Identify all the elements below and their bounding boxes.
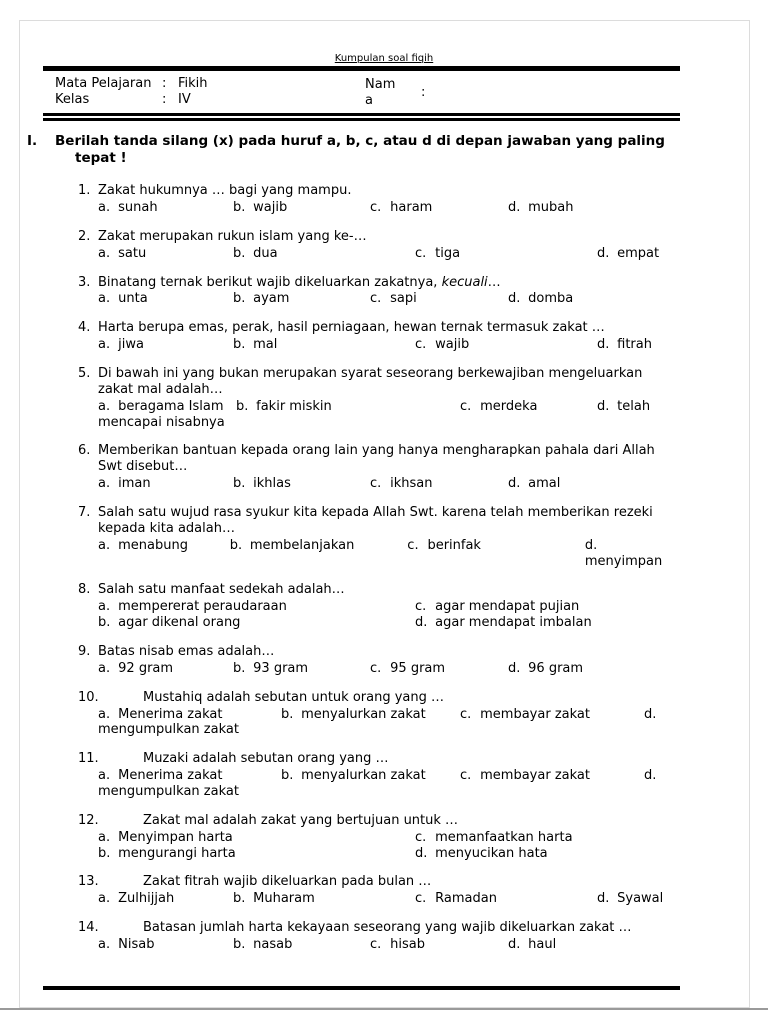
question-number: 6. [78, 443, 91, 459]
option-b: b. agar dikenal orang [98, 615, 241, 631]
question-number: 14. [78, 920, 99, 936]
question-2 [78, 229, 680, 262]
name-colon: : [421, 85, 426, 101]
option-letter: b. [233, 937, 246, 953]
option-d: d. menyimpan [584, 537, 663, 569]
option-letter: a. [98, 599, 111, 615]
option-letter: a. [98, 829, 111, 845]
header-rule-double [43, 113, 680, 121]
question-head [78, 183, 680, 199]
question-1 [78, 183, 680, 216]
question-options [98, 200, 680, 216]
option-c: c. membayar zakat [460, 768, 590, 784]
option-d: d. 96 gram [508, 660, 584, 676]
question-options [98, 661, 680, 677]
footer-rule [43, 986, 680, 990]
option-letter: c. [415, 891, 427, 907]
class-label: Kelas [55, 92, 90, 108]
option-a: a. iman [98, 476, 151, 492]
option-letter: c. [415, 337, 427, 353]
option-d: d. agar mendapat imbalan [415, 615, 592, 631]
option-a: a. 92 gram [98, 660, 174, 676]
class-row [55, 92, 365, 108]
option-d: d. amal [508, 476, 561, 492]
option-d: d. mengumpulkan zakat [98, 707, 660, 738]
question-number: 11. [78, 751, 99, 767]
option-letter: a. [98, 937, 111, 953]
question-7 [78, 505, 680, 569]
option-letter: c. [415, 599, 427, 615]
option-c: c. 95 gram [370, 660, 446, 676]
question-options [98, 937, 680, 953]
option-b: b. wajib [233, 199, 288, 215]
question-head [78, 874, 680, 890]
name-label: Nama [365, 77, 396, 109]
question-12 [78, 813, 680, 862]
option-d: d. domba [508, 291, 574, 307]
question-10 [78, 690, 680, 739]
question-text: Muzaki adalah sebutan orang yang … [143, 751, 389, 767]
option-b: b. dua [233, 245, 278, 261]
question-13 [78, 874, 680, 907]
option-a: a. unta [98, 291, 148, 307]
option-a: a. Zulhijjah [98, 891, 175, 907]
question-number: 1. [78, 183, 91, 199]
question-head [78, 644, 680, 660]
option-c: c. haram [370, 199, 433, 215]
option-letter: b. [233, 891, 246, 907]
option-letter: b. [98, 845, 111, 861]
option-letter: d. [597, 398, 610, 414]
question-number: 8. [78, 582, 91, 598]
option-letter: d. [584, 537, 598, 553]
question-11 [78, 751, 680, 800]
option-letter: d. [508, 291, 521, 307]
option-d: d. empat [597, 245, 660, 261]
option-a: a. Menerima zakat [98, 706, 223, 722]
question-text: Binatang ternak berikut wajib dikeluarkan zakatnya, kecuali… [98, 274, 501, 290]
option-c: c. memanfaatkan harta [415, 829, 573, 845]
option-c: c. berinfak [407, 537, 481, 553]
class-value: IV [178, 92, 191, 108]
option-letter: c. [370, 937, 382, 953]
option-letter: a. [98, 476, 111, 492]
question-options [98, 538, 680, 570]
subject-label: Mata Pelajaran [55, 76, 152, 92]
option-letter: a. [98, 891, 111, 907]
option-a: a. Nisab [98, 937, 155, 953]
option-b: b. menyalurkan zakat [281, 768, 426, 784]
option-letter: d. [508, 199, 521, 215]
question-options [98, 830, 680, 862]
question-text: Zakat hukumnya … bagi yang mampu. [98, 183, 352, 199]
question-text: Mustahiq adalah sebutan untuk orang yang … [143, 689, 445, 705]
page-bottom-edge [0, 1008, 768, 1010]
option-c: c. membayar zakat [460, 706, 590, 722]
question-number: 3. [78, 274, 91, 290]
option-d: d. menyucikan hata [415, 845, 548, 861]
option-letter: a. [98, 660, 111, 676]
option-d: d. haul [508, 937, 557, 953]
option-b: b. fakir miskin [236, 398, 332, 414]
option-b: b. ikhlas [233, 476, 291, 492]
doc-title: Kumpulan soal fiqih [334, 53, 434, 64]
question-head [78, 920, 680, 936]
question-number: 12. [78, 812, 99, 828]
option-letter: c. [415, 829, 427, 845]
option-letter: a. [98, 199, 111, 215]
question-number: 9. [78, 644, 91, 660]
option-letter: b. [236, 398, 249, 414]
question-options [98, 399, 680, 431]
question-8 [78, 582, 680, 631]
question-head [78, 690, 680, 706]
option-letter: b. [98, 615, 111, 631]
option-letter: b. [233, 660, 246, 676]
question-options [98, 707, 680, 739]
header-rule-top [43, 66, 680, 71]
option-letter: d. [415, 845, 428, 861]
option-letter: d. [508, 660, 521, 676]
section-heading [27, 133, 768, 166]
option-b: b. nasab [233, 937, 293, 953]
option-letter: a. [98, 706, 111, 722]
section-numeral: I. [27, 133, 38, 150]
question-number: 5. [78, 366, 91, 381]
option-c: c. Ramadan [415, 891, 497, 907]
option-letter: c. [460, 706, 472, 722]
option-letter: d. [415, 615, 428, 631]
option-c: c. wajib [415, 337, 470, 353]
question-head [78, 443, 680, 475]
option-a: a. satu [98, 245, 147, 261]
option-letter: b. [229, 537, 243, 553]
option-letter: a. [98, 245, 111, 261]
question-number: 13. [78, 874, 99, 890]
question-text: Zakat merupakan rukun islam yang ke-… [98, 228, 367, 244]
option-letter: d. [597, 337, 610, 353]
option-letter: b. [233, 476, 246, 492]
question-head [78, 813, 680, 829]
question-text: Di bawah ini yang bukan merupakan syarat seseorang berkewajiban mengeluarkan zakat mal adalah… [98, 366, 643, 397]
meta-left-column [55, 76, 365, 108]
option-letter: d. [597, 245, 610, 261]
option-letter: b. [233, 291, 246, 307]
option-letter: a. [98, 537, 111, 553]
question-number: 10. [78, 689, 99, 705]
question-options [98, 891, 680, 907]
option-a: a. mempererat peraudaraan [98, 599, 287, 615]
option-a: a. beragama Islam [98, 398, 224, 414]
option-d: d. mubah [508, 199, 574, 215]
subject-row [55, 76, 365, 92]
question-list [78, 183, 680, 953]
option-letter: a. [98, 768, 111, 784]
question-9 [78, 644, 680, 677]
option-c: c. ikhsan [370, 476, 433, 492]
name-row [365, 76, 425, 110]
option-letter: d. [508, 476, 521, 492]
question-text: Memberikan bantuan kepada orang lain yang hanya mengharapkan pahala dari Allah Swt disebut… [98, 443, 655, 475]
question-head [78, 320, 680, 336]
option-letter: a. [98, 398, 111, 414]
question-head [78, 582, 680, 598]
option-b: b. membelanjakan [229, 537, 355, 553]
question-number: 4. [78, 320, 91, 336]
option-c: c. sapi [370, 291, 417, 307]
option-c: c. agar mendapat pujian [415, 599, 580, 615]
question-text: Batas nisab emas adalah… [98, 644, 275, 660]
option-letter: b. [281, 706, 294, 722]
question-options [98, 476, 680, 492]
option-a: a. Menyimpan harta [98, 829, 233, 845]
option-c: c. merdeka [460, 398, 538, 414]
option-a: a. jiwa [98, 337, 144, 353]
question-text: Salah satu manfaat sedekah adalah… [98, 582, 345, 598]
question-options [98, 246, 680, 262]
question-3 [78, 275, 680, 308]
option-letter: b. [233, 337, 246, 353]
option-letter: b. [233, 245, 246, 261]
question-6 [78, 443, 680, 492]
option-letter: d. [597, 891, 610, 907]
question-text: Zakat mal adalah zakat yang bertujuan untuk … [143, 812, 459, 828]
option-letter: c. [415, 245, 427, 261]
question-head [78, 751, 680, 767]
question-options [98, 768, 680, 800]
subject-value: Fikih [178, 76, 208, 92]
question-head [78, 366, 680, 398]
option-b: b. Muharam [233, 891, 315, 907]
option-d: d. Syawal [597, 891, 664, 907]
question-number: 2. [78, 228, 91, 244]
question-options [98, 337, 680, 353]
option-b: b. 93 gram [233, 660, 309, 676]
option-letter: c. [370, 291, 382, 307]
option-letter: c. [370, 660, 382, 676]
option-c: c. tiga [415, 245, 461, 261]
option-letter: d. [644, 706, 657, 722]
option-c: c. hisab [370, 937, 425, 953]
question-head [78, 505, 680, 537]
option-letter: a. [98, 337, 111, 353]
section-instruction: Berilah tanda silang (x) pada huruf a, b, c, atau d di depan jawaban yang paling tepat ! [55, 133, 665, 166]
option-d: d. telah mencapai nisabnya [98, 398, 651, 430]
option-letter: b. [233, 199, 246, 215]
question-options [98, 599, 680, 631]
question-number: 7. [78, 505, 91, 521]
option-b: b. mengurangi harta [98, 845, 236, 861]
subject-colon: : [162, 76, 167, 92]
option-d: d. mengumpulkan zakat [98, 768, 660, 799]
option-letter: c. [370, 476, 382, 492]
option-d: d. fitrah [597, 337, 652, 353]
option-a: a. sunah [98, 199, 158, 215]
option-b: b. ayam [233, 291, 290, 307]
option-a: a. menabung [98, 537, 188, 553]
option-a: a. Menerima zakat [98, 768, 223, 784]
option-letter: c. [370, 199, 382, 215]
question-text: Batasan jumlah harta kekayaan seseorang yang wajib dikeluarkan zakat … [143, 920, 632, 936]
question-head [78, 275, 680, 291]
question-14 [78, 920, 680, 953]
meta-table [55, 76, 768, 110]
option-letter: d. [644, 768, 657, 784]
option-b: b. mal [233, 337, 278, 353]
question-text: Zakat fitrah wajib dikeluarkan pada bulan … [143, 874, 432, 890]
option-b: b. menyalurkan zakat [281, 706, 426, 722]
option-letter: c. [460, 768, 472, 784]
option-letter: c. [460, 398, 472, 414]
question-options [98, 291, 680, 307]
question-4 [78, 320, 680, 353]
option-letter: d. [508, 937, 521, 953]
question-text: Harta berupa emas, perak, hasil perniagaan, hewan ternak termasuk zakat … [98, 320, 605, 336]
option-letter: c. [407, 537, 419, 553]
option-letter: a. [98, 291, 111, 307]
class-colon: : [162, 92, 167, 108]
question-head [78, 229, 680, 245]
question-text: Salah satu wujud rasa syukur kita kepada Allah Swt. karena telah memberikan rezeki kepada kita adalah… [98, 505, 653, 536]
option-letter: b. [281, 768, 294, 784]
question-5 [78, 366, 680, 430]
